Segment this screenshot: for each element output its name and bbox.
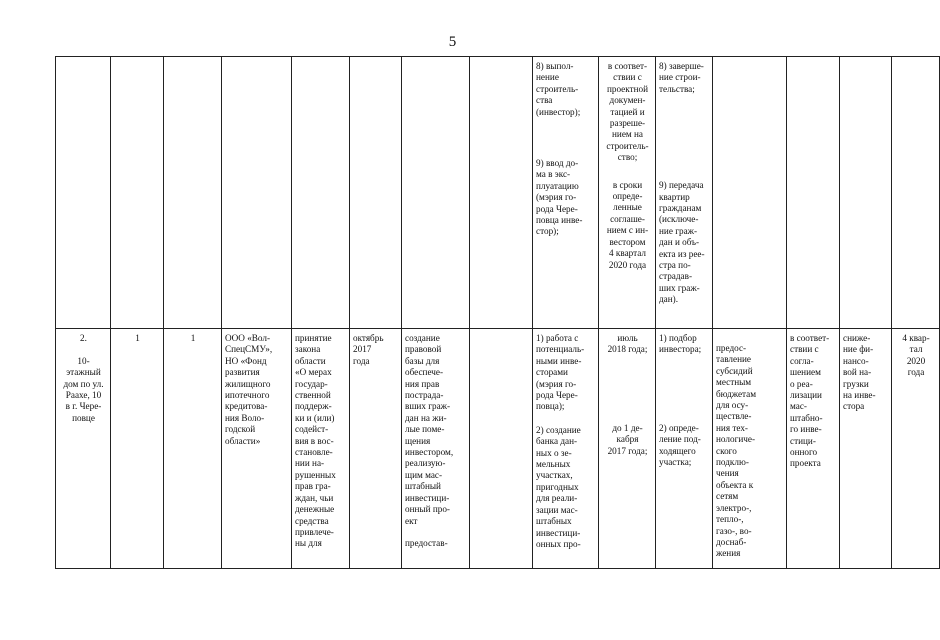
object-name-cell: 2. 10- этажный дом по ул. Раахе, 10 в г. Чере- повце [56,329,111,569]
developer-cell: ООО «Вол- СпецСМУ», НО «Фонд развития жилищного ипотечного кредитова- ния Воло- годской области» [222,329,292,569]
table-cell [402,57,470,329]
table-cell: 1 [111,329,164,569]
table-cell [892,57,940,329]
table-cell [470,329,533,569]
table-cell [656,57,713,329]
table-cell [599,57,656,329]
table-cell [787,57,840,329]
table-row [56,329,940,569]
table-cell [350,57,402,329]
date-cell: октябрь 2017 года [350,329,402,569]
cell-text: 9) ввод до- ма в экс- плуатацию (мэрия го- рода Чере- повца инве- стор); [536,158,583,237]
table-cell: сниже- ние фи- нансо- вой на- грузки на инве- стора [840,329,892,569]
program-table [55,56,940,569]
table-cell [599,329,656,569]
table-cell [164,57,222,329]
table-cell [111,57,164,329]
cell-text: до 1 де- кабря 2017 года; [607,422,648,456]
cell-text: 9) передача квартир гражданам (исключе- ние граж- дан и объ- екта из рее- стра по- страдав- ших граж- дан). [659,180,705,305]
cell-text: в сроки опреде- ленные соглаше- нием с ин- вестором 4 квартал 2020 года [606,179,649,270]
table-cell [533,57,599,329]
table-cell: в соответ- ствии с согла- шением о реа- лизации мас- штабно- го инве- стици- онного проекта [787,329,840,569]
table-cell: создание правовой базы для обеспече- ния прав пострада- вших граж- дан на жи- лые поме- щения инвестором, реализую- щим мас- штабный инвестици- онный про- ект предостав- [402,329,470,569]
page-number: 5 [448,34,457,50]
table-cell: предос- тавление субсидий местным бюджетам для осу- ществле- ния тех- нологиче- ского подклю- чения объекта к сетям электро-, тепло-, газо-, во- доснаб- жения [713,329,787,569]
cell-text: 2) создание банка дан- ных о зе- мельных участках, пригодных для реали- зации мас- штабных инвестици- онных про- [536,424,581,549]
cell-text: 1) подбор инвестора; [659,333,702,355]
table-cell [713,57,787,329]
table-cell [470,57,533,329]
cell-text: 8) выпол- нение строитель- ства (инвестор); [536,61,581,117]
table-cell [533,329,599,569]
cell-text: 8) заверше- ние строи- тельства; [659,61,704,94]
table-cell: 4 квар- тал 2020 года [892,329,940,569]
cell-text: 2) опреде- ление под- ходящего участка; [659,422,701,468]
table-cell: принятие закона области «О мерах государ- ственной поддерж- ки и (или) содейст- вия в вос- становле- нии на- рушенных прав гра- ждан, чьи денежные средства привлече- ны для [292,329,350,569]
table-cell [840,57,892,329]
table-cell [222,57,292,329]
table-cell [292,57,350,329]
cell-text: в соответ- ствии с проектной докумен- тацией и разреше- нием на строитель- ство; [606,61,649,163]
cell-text: июль 2018 года; [607,333,648,355]
table-cell [56,57,111,329]
table-cell [656,329,713,569]
cell-text: 1) работа с потенциаль- ными инве- сторами (мэрия го- рода Чере- повца); [536,333,585,412]
table-row [56,57,940,329]
table-cell: 1 [164,329,222,569]
